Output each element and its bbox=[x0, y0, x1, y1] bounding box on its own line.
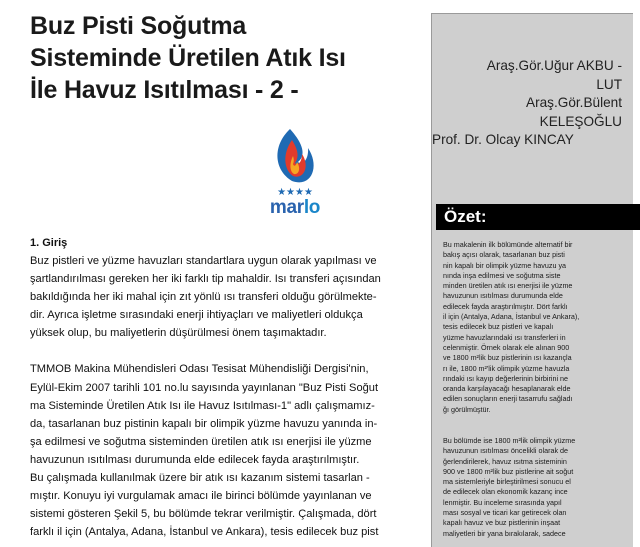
abstract-line: ma sistemleriyle birleştirilmesi sonucu el bbox=[443, 477, 571, 487]
abstract-line: bakış açısı olarak, tasarlanan buz pisti bbox=[443, 250, 565, 260]
text-line: şa edilmesi ve soğutma sisteminden üretilen atık ısı enerjisi ile yüzme bbox=[30, 435, 372, 448]
text-line: havuzunun ısıtılması durumunda elde edilecek fayda araştırılmıştır. bbox=[30, 453, 360, 466]
title-line: Sisteminde Üretilen Atık Isı bbox=[30, 44, 346, 72]
text-line: şartlandırılması gereken her iki farklı tip mahaldir. Isı transferi açısından bbox=[30, 273, 381, 286]
section-heading: 1. Giriş bbox=[30, 237, 68, 249]
abstract-line: il için (Antalya, Adana, İstanbul ve Ankara), bbox=[443, 312, 580, 322]
body-paragraph bbox=[30, 360, 422, 541]
brand-part: mar bbox=[269, 197, 304, 218]
abstract-paragraph bbox=[443, 240, 613, 415]
text-line: sistemi gösteren Şekil 5, bu bölümde tekrar verilmiştir. Çalışmada, dört bbox=[30, 508, 377, 521]
logo-stars: ★★★★ bbox=[277, 187, 313, 198]
abstract-header bbox=[436, 204, 640, 230]
abstract-line: ve 1800 m²lik buz pistlerinin ısı kazançla bbox=[443, 353, 572, 363]
abstract-line: havuzunun ısıtılması durumunda elde bbox=[443, 291, 563, 301]
brand-part: lo bbox=[303, 197, 321, 218]
abstract-line: edilen sonuçların enerji tasarrufu sağladı bbox=[443, 394, 573, 404]
text-line: Eylül-Ekim 2007 tarihli 101 no.lu sayısında yayınlanan "Buz Pisti Soğut bbox=[30, 381, 379, 394]
abstract-line: tesis edilecek buz pistleri ve kapalı bbox=[443, 322, 554, 332]
text-line: bakıldığında her iki mahal için zıt yönlü ısı transferi olduğu görülmekte- bbox=[30, 291, 377, 304]
abstract-line: Bu makalenin ilk bölümünde alternatif bir bbox=[443, 240, 573, 249]
text-line: dir. Ayrıca işletme sırasındaki enerji ihtiyaçları ve maliyetleri oldukça bbox=[30, 309, 363, 322]
abstract-line: rı ile, 1800 m²'lik olimpik yüzme havuzla bbox=[443, 363, 570, 373]
text-line: yüksek olup, bu maliyetlerin düşürülmesi önem taşımaktadır. bbox=[30, 327, 327, 340]
abstract-line: de edilecek olan ekonomik kazanç ince bbox=[443, 487, 568, 497]
main-column bbox=[30, 234, 422, 541]
abstract-line: nin kapalı bir olimpik yüzme havuzu ya bbox=[443, 260, 567, 270]
title-line: Buz Pisti Soğutma bbox=[30, 12, 247, 40]
intro-paragraph bbox=[30, 252, 422, 342]
article-title bbox=[30, 10, 430, 106]
text-line: farklı il için (Antalya, Adana, İstanbul ve Ankara), tesis edilecek buz pist bbox=[30, 526, 379, 539]
abstract-line: celenmiştir. Örnek olarak ele alınan 900 bbox=[443, 342, 570, 352]
abstract-line: minden üretilen atık ısı enerjisi ile yüzme bbox=[443, 281, 573, 291]
marlo-logo bbox=[262, 126, 328, 220]
text-line: ma Sisteminde Üretilen Atık Isı ile Havuz Isıtılması-1" adlı çalışmamız- bbox=[30, 399, 375, 412]
abstract-title: Özet: bbox=[444, 207, 487, 226]
text-line: Buz pistleri ve yüzme havuzları standartlara uygun olarak yapılması ve bbox=[30, 255, 377, 267]
text-line: mıştır. Konuyu iyi vurgulamak amacı ile birinci bölümde yayınlanan ve bbox=[30, 490, 372, 503]
abstract-paragraph bbox=[443, 436, 613, 539]
abstract-line: ması sosyal ve ticari kar getirecek olan bbox=[443, 508, 567, 518]
abstract-line: havuzunun ısıtılması öncelikli olarak de bbox=[443, 446, 569, 456]
author-line: Araş.Gör.Bülent bbox=[526, 95, 622, 111]
text-line: da, tasarlanan buz pistinin kapalı bir olimpik yüzme havuzu yanında in- bbox=[30, 417, 378, 430]
author-line: LUT bbox=[596, 76, 622, 92]
text-line: TMMOB Makina Mühendisleri Odası Tesisat Mühendisliği Dergisi'nin, bbox=[30, 363, 369, 376]
abstract-line: rındaki ısı kayıp değerlerinin birbirini ne bbox=[443, 373, 569, 383]
abstract-line: oranda karşılayacağı hesaplanarak elde bbox=[443, 384, 571, 394]
author-list bbox=[432, 57, 622, 150]
text-line: Bu çalışmada kullanılmak üzere bir atık ısı kazanım sistemi tasarlan - bbox=[30, 472, 370, 485]
abstract-line: Bu bölümde ise 1800 m²lik olimpik yüzme bbox=[443, 436, 576, 445]
abstract-line: edilecek fayda araştırılmıştır. Dört farklı bbox=[443, 301, 568, 311]
abstract-line: kapalı havuz ve buz pistlerinin inşaat bbox=[443, 518, 561, 528]
flame-logo-icon bbox=[262, 126, 328, 198]
author-line: Araş.Gör.Uğur AKBU - bbox=[486, 58, 622, 73]
abstract-line: nında inşa edilmesi ve soğutma siste bbox=[443, 270, 561, 280]
author-line: Prof. Dr. Olcay KINCAY bbox=[432, 132, 574, 148]
abstract-line: yüzme havuzlarındaki ısı transferleri in bbox=[443, 332, 566, 342]
abstract-line: 900 ve 1800 m²lik buz pistlerine ait soğut bbox=[443, 466, 574, 476]
abstract-line: maliyetleri bir yana bırakılarak, sadece bbox=[443, 528, 566, 538]
abstract-line: lenmiştir. Bu inceleme sırasında yapıl bbox=[443, 497, 562, 507]
logo-brand bbox=[262, 198, 328, 218]
title-line: İle Havuz Isıtılması - 2 - bbox=[30, 76, 299, 104]
author-line: KELEŞOĞLU bbox=[539, 113, 622, 129]
abstract-line: ğı görülmüştür. bbox=[443, 404, 491, 414]
abstract-line: ğerlendirilerek, havuz ısıtma sisteminin bbox=[443, 456, 567, 466]
